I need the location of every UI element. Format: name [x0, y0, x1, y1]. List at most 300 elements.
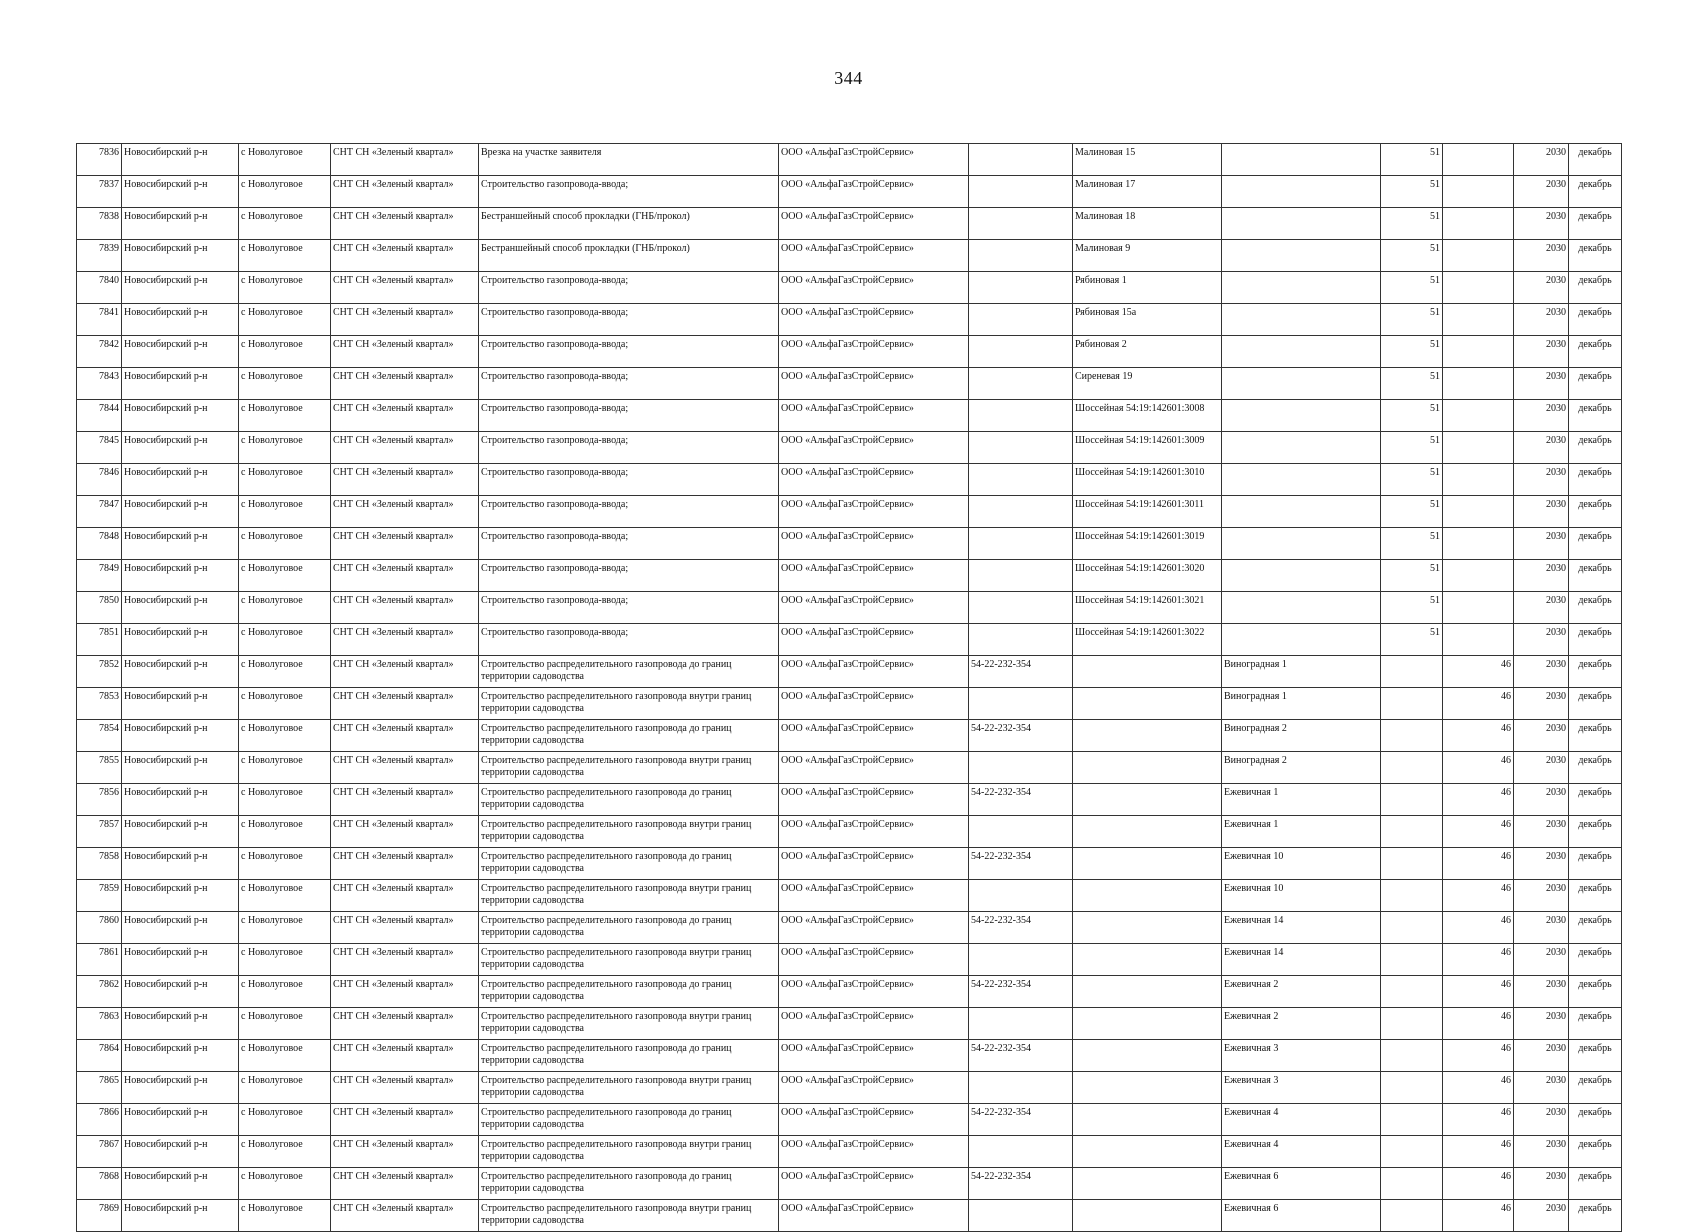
row-number-cell: 7866 — [77, 1104, 122, 1136]
street-address-cell — [1222, 528, 1381, 560]
district-cell: Новосибирский р-н — [122, 144, 239, 176]
district-cell: Новосибирский р-н — [122, 560, 239, 592]
contractor-cell: ООО «АльфаГазСтройСервис» — [779, 1008, 969, 1040]
partnership-cell: СНТ СН «Зеленый квартал» — [331, 176, 479, 208]
diameter-cell: 46 — [1443, 976, 1514, 1008]
year-cell: 2030 — [1514, 1040, 1569, 1072]
plot-address-cell — [1073, 656, 1222, 688]
month-cell: декабрь — [1569, 560, 1622, 592]
contractor-cell: ООО «АльфаГазСтройСервис» — [779, 304, 969, 336]
district-cell: Новосибирский р-н — [122, 176, 239, 208]
page-number: 344 — [834, 68, 863, 88]
settlement-cell: с Новолуговое — [239, 560, 331, 592]
district-cell: Новосибирский р-н — [122, 720, 239, 752]
table-row — [77, 624, 1622, 656]
settlement-cell: с Новолуговое — [239, 720, 331, 752]
contractor-cell: ООО «АльфаГазСтройСервис» — [779, 176, 969, 208]
settlement-cell: с Новолуговое — [239, 272, 331, 304]
year-cell: 2030 — [1514, 624, 1569, 656]
street-address-cell — [1222, 368, 1381, 400]
plot-address-cell — [1073, 1040, 1222, 1072]
district-cell: Новосибирский р-н — [122, 496, 239, 528]
year-cell: 2030 — [1514, 240, 1569, 272]
street-address-cell — [1222, 400, 1381, 432]
length-cell — [1381, 656, 1443, 688]
table-row — [77, 688, 1622, 720]
settlement-cell: с Новолуговое — [239, 368, 331, 400]
year-cell: 2030 — [1514, 880, 1569, 912]
street-address-cell — [1222, 208, 1381, 240]
length-cell: 51 — [1381, 400, 1443, 432]
year-cell: 2030 — [1514, 432, 1569, 464]
work-description-cell: Строительство распределительного газопровода внутри границ территории садоводства — [479, 944, 779, 976]
project-code-cell — [969, 400, 1073, 432]
year-cell: 2030 — [1514, 656, 1569, 688]
length-cell — [1381, 1136, 1443, 1168]
plot-address-cell — [1073, 688, 1222, 720]
diameter-cell — [1443, 368, 1514, 400]
partnership-cell: СНТ СН «Зеленый квартал» — [331, 1072, 479, 1104]
table-row — [77, 720, 1622, 752]
district-cell: Новосибирский р-н — [122, 1072, 239, 1104]
project-code-cell: 54-22-232-354 — [969, 1168, 1073, 1200]
table-row — [77, 304, 1622, 336]
street-address-cell: Ежевичная 10 — [1222, 848, 1381, 880]
gasification-register-table — [76, 143, 1622, 1232]
street-address-cell: Виноградная 2 — [1222, 720, 1381, 752]
row-number-cell: 7846 — [77, 464, 122, 496]
row-number-cell: 7864 — [77, 1040, 122, 1072]
length-cell: 51 — [1381, 336, 1443, 368]
plot-address-cell — [1073, 1072, 1222, 1104]
project-code-cell — [969, 592, 1073, 624]
partnership-cell: СНТ СН «Зеленый квартал» — [331, 752, 479, 784]
table-row — [77, 1200, 1622, 1232]
settlement-cell: с Новолуговое — [239, 464, 331, 496]
month-cell: декабрь — [1569, 816, 1622, 848]
length-cell: 51 — [1381, 240, 1443, 272]
diameter-cell — [1443, 496, 1514, 528]
project-code-cell: 54-22-232-354 — [969, 784, 1073, 816]
month-cell: декабрь — [1569, 1008, 1622, 1040]
work-description-cell: Строительство газопровода-ввода; — [479, 368, 779, 400]
work-description-cell: Строительство распределительного газопровода внутри границ территории садоводства — [479, 1136, 779, 1168]
partnership-cell: СНТ СН «Зеленый квартал» — [331, 720, 479, 752]
table-row — [77, 208, 1622, 240]
district-cell: Новосибирский р-н — [122, 336, 239, 368]
row-number-cell: 7853 — [77, 688, 122, 720]
work-description-cell: Строительство газопровода-ввода; — [479, 592, 779, 624]
month-cell: декабрь — [1569, 720, 1622, 752]
settlement-cell: с Новолуговое — [239, 784, 331, 816]
length-cell — [1381, 752, 1443, 784]
contractor-cell: ООО «АльфаГазСтройСервис» — [779, 240, 969, 272]
street-address-cell — [1222, 240, 1381, 272]
diameter-cell: 46 — [1443, 1136, 1514, 1168]
table-row — [77, 1136, 1622, 1168]
project-code-cell — [969, 880, 1073, 912]
diameter-cell: 46 — [1443, 784, 1514, 816]
year-cell: 2030 — [1514, 976, 1569, 1008]
plot-address-cell: Рябиновая 2 — [1073, 336, 1222, 368]
contractor-cell: ООО «АльфаГазСтройСервис» — [779, 752, 969, 784]
contractor-cell: ООО «АльфаГазСтройСервис» — [779, 336, 969, 368]
work-description-cell: Строительство распределительного газопровода до границ территории садоводства — [479, 720, 779, 752]
plot-address-cell: Малиновая 18 — [1073, 208, 1222, 240]
project-code-cell — [969, 272, 1073, 304]
work-description-cell: Строительство распределительного газопровода внутри границ территории садоводства — [479, 1072, 779, 1104]
contractor-cell: ООО «АльфаГазСтройСервис» — [779, 144, 969, 176]
project-code-cell: 54-22-232-354 — [969, 1104, 1073, 1136]
project-code-cell: 54-22-232-354 — [969, 1040, 1073, 1072]
partnership-cell: СНТ СН «Зеленый квартал» — [331, 624, 479, 656]
diameter-cell — [1443, 304, 1514, 336]
contractor-cell: ООО «АльфаГазСтройСервис» — [779, 848, 969, 880]
plot-address-cell — [1073, 1168, 1222, 1200]
settlement-cell: с Новолуговое — [239, 1072, 331, 1104]
table-row — [77, 272, 1622, 304]
work-description-cell: Строительство распределительного газопровода до границ территории садоводства — [479, 784, 779, 816]
street-address-cell — [1222, 176, 1381, 208]
length-cell — [1381, 720, 1443, 752]
contractor-cell: ООО «АльфаГазСтройСервис» — [779, 1168, 969, 1200]
year-cell: 2030 — [1514, 208, 1569, 240]
month-cell: декабрь — [1569, 1104, 1622, 1136]
settlement-cell: с Новолуговое — [239, 1200, 331, 1232]
diameter-cell: 46 — [1443, 912, 1514, 944]
partnership-cell: СНТ СН «Зеленый квартал» — [331, 688, 479, 720]
project-code-cell — [969, 624, 1073, 656]
plot-address-cell — [1073, 752, 1222, 784]
length-cell — [1381, 1008, 1443, 1040]
settlement-cell: с Новолуговое — [239, 240, 331, 272]
work-description-cell: Строительство газопровода-ввода; — [479, 304, 779, 336]
street-address-cell — [1222, 272, 1381, 304]
plot-address-cell — [1073, 1136, 1222, 1168]
district-cell: Новосибирский р-н — [122, 944, 239, 976]
settlement-cell: с Новолуговое — [239, 176, 331, 208]
diameter-cell — [1443, 336, 1514, 368]
table-body — [77, 144, 1622, 1232]
month-cell: декабрь — [1569, 1072, 1622, 1104]
diameter-cell: 46 — [1443, 688, 1514, 720]
plot-address-cell: Шоссейная 54:19:142601:3021 — [1073, 592, 1222, 624]
contractor-cell: ООО «АльфаГазСтройСервис» — [779, 592, 969, 624]
table-row — [77, 976, 1622, 1008]
street-address-cell: Ежевичная 6 — [1222, 1200, 1381, 1232]
partnership-cell: СНТ СН «Зеленый квартал» — [331, 464, 479, 496]
table-row — [77, 1008, 1622, 1040]
plot-address-cell — [1073, 880, 1222, 912]
plot-address-cell — [1073, 816, 1222, 848]
project-code-cell — [969, 368, 1073, 400]
settlement-cell: с Новолуговое — [239, 144, 331, 176]
month-cell: декабрь — [1569, 752, 1622, 784]
district-cell: Новосибирский р-н — [122, 1104, 239, 1136]
street-address-cell — [1222, 592, 1381, 624]
settlement-cell: с Новолуговое — [239, 752, 331, 784]
contractor-cell: ООО «АльфаГазСтройСервис» — [779, 784, 969, 816]
partnership-cell: СНТ СН «Зеленый квартал» — [331, 528, 479, 560]
project-code-cell — [969, 528, 1073, 560]
district-cell: Новосибирский р-н — [122, 976, 239, 1008]
contractor-cell: ООО «АльфаГазСтройСервис» — [779, 624, 969, 656]
district-cell: Новосибирский р-н — [122, 1136, 239, 1168]
district-cell: Новосибирский р-н — [122, 368, 239, 400]
month-cell: декабрь — [1569, 656, 1622, 688]
row-number-cell: 7860 — [77, 912, 122, 944]
plot-address-cell: Шоссейная 54:19:142601:3011 — [1073, 496, 1222, 528]
plot-address-cell: Шоссейная 54:19:142601:3022 — [1073, 624, 1222, 656]
partnership-cell: СНТ СН «Зеленый квартал» — [331, 1200, 479, 1232]
plot-address-cell — [1073, 848, 1222, 880]
row-number-cell: 7851 — [77, 624, 122, 656]
plot-address-cell: Шоссейная 54:19:142601:3020 — [1073, 560, 1222, 592]
partnership-cell: СНТ СН «Зеленый квартал» — [331, 592, 479, 624]
partnership-cell: СНТ СН «Зеленый квартал» — [331, 1104, 479, 1136]
month-cell: декабрь — [1569, 432, 1622, 464]
project-code-cell — [969, 464, 1073, 496]
settlement-cell: с Новолуговое — [239, 1104, 331, 1136]
street-address-cell: Ежевичная 6 — [1222, 1168, 1381, 1200]
year-cell: 2030 — [1514, 912, 1569, 944]
year-cell: 2030 — [1514, 816, 1569, 848]
row-number-cell: 7849 — [77, 560, 122, 592]
settlement-cell: с Новолуговое — [239, 1040, 331, 1072]
length-cell: 51 — [1381, 464, 1443, 496]
diameter-cell: 46 — [1443, 1072, 1514, 1104]
diameter-cell: 46 — [1443, 816, 1514, 848]
length-cell — [1381, 1200, 1443, 1232]
contractor-cell: ООО «АльфаГазСтройСервис» — [779, 1040, 969, 1072]
project-code-cell — [969, 240, 1073, 272]
district-cell: Новосибирский р-н — [122, 464, 239, 496]
contractor-cell: ООО «АльфаГазСтройСервис» — [779, 1072, 969, 1104]
project-code-cell — [969, 816, 1073, 848]
project-code-cell — [969, 176, 1073, 208]
month-cell: декабрь — [1569, 1200, 1622, 1232]
diameter-cell: 46 — [1443, 656, 1514, 688]
settlement-cell: с Новолуговое — [239, 976, 331, 1008]
contractor-cell: ООО «АльфаГазСтройСервис» — [779, 880, 969, 912]
project-code-cell: 54-22-232-354 — [969, 656, 1073, 688]
month-cell: декабрь — [1569, 624, 1622, 656]
project-code-cell — [969, 1072, 1073, 1104]
contractor-cell: ООО «АльфаГазСтройСервис» — [779, 688, 969, 720]
table-row — [77, 880, 1622, 912]
street-address-cell: Ежевичная 4 — [1222, 1136, 1381, 1168]
district-cell: Новосибирский р-н — [122, 688, 239, 720]
partnership-cell: СНТ СН «Зеленый квартал» — [331, 880, 479, 912]
street-address-cell: Виноградная 1 — [1222, 656, 1381, 688]
month-cell: декабрь — [1569, 496, 1622, 528]
settlement-cell: с Новолуговое — [239, 656, 331, 688]
length-cell: 51 — [1381, 560, 1443, 592]
work-description-cell: Строительство распределительного газопровода до границ территории садоводства — [479, 976, 779, 1008]
settlement-cell: с Новолуговое — [239, 944, 331, 976]
plot-address-cell — [1073, 1104, 1222, 1136]
month-cell: декабрь — [1569, 272, 1622, 304]
year-cell: 2030 — [1514, 304, 1569, 336]
district-cell: Новосибирский р-н — [122, 848, 239, 880]
work-description-cell: Строительство распределительного газопровода до границ территории садоводства — [479, 1040, 779, 1072]
district-cell: Новосибирский р-н — [122, 1040, 239, 1072]
work-description-cell: Строительство распределительного газопровода до границ территории садоводства — [479, 912, 779, 944]
row-number-cell: 7847 — [77, 496, 122, 528]
length-cell: 51 — [1381, 528, 1443, 560]
length-cell: 51 — [1381, 272, 1443, 304]
month-cell: декабрь — [1569, 304, 1622, 336]
settlement-cell: с Новолуговое — [239, 1168, 331, 1200]
row-number-cell: 7859 — [77, 880, 122, 912]
district-cell: Новосибирский р-н — [122, 1008, 239, 1040]
contractor-cell: ООО «АльфаГазСтройСервис» — [779, 208, 969, 240]
diameter-cell: 46 — [1443, 1200, 1514, 1232]
year-cell: 2030 — [1514, 528, 1569, 560]
length-cell: 51 — [1381, 592, 1443, 624]
project-code-cell — [969, 752, 1073, 784]
partnership-cell: СНТ СН «Зеленый квартал» — [331, 432, 479, 464]
work-description-cell: Строительство газопровода-ввода; — [479, 496, 779, 528]
street-address-cell: Виноградная 2 — [1222, 752, 1381, 784]
diameter-cell — [1443, 272, 1514, 304]
row-number-cell: 7854 — [77, 720, 122, 752]
length-cell — [1381, 816, 1443, 848]
month-cell: декабрь — [1569, 1168, 1622, 1200]
diameter-cell: 46 — [1443, 1040, 1514, 1072]
diameter-cell — [1443, 240, 1514, 272]
contractor-cell: ООО «АльфаГазСтройСервис» — [779, 432, 969, 464]
table-row — [77, 368, 1622, 400]
diameter-cell — [1443, 624, 1514, 656]
row-number-cell: 7858 — [77, 848, 122, 880]
plot-address-cell: Шоссейная 54:19:142601:3010 — [1073, 464, 1222, 496]
year-cell: 2030 — [1514, 1104, 1569, 1136]
row-number-cell: 7844 — [77, 400, 122, 432]
diameter-cell: 46 — [1443, 1008, 1514, 1040]
table-row — [77, 944, 1622, 976]
year-cell: 2030 — [1514, 1008, 1569, 1040]
partnership-cell: СНТ СН «Зеленый квартал» — [331, 240, 479, 272]
length-cell: 51 — [1381, 432, 1443, 464]
table-row — [77, 848, 1622, 880]
year-cell: 2030 — [1514, 688, 1569, 720]
table-row — [77, 464, 1622, 496]
plot-address-cell: Шоссейная 54:19:142601:3019 — [1073, 528, 1222, 560]
settlement-cell: с Новолуговое — [239, 1136, 331, 1168]
month-cell: декабрь — [1569, 240, 1622, 272]
contractor-cell: ООО «АльфаГазСтройСервис» — [779, 1200, 969, 1232]
plot-address-cell — [1073, 1008, 1222, 1040]
year-cell: 2030 — [1514, 1136, 1569, 1168]
row-number-cell: 7845 — [77, 432, 122, 464]
settlement-cell: с Новолуговое — [239, 400, 331, 432]
contractor-cell: ООО «АльфаГазСтройСервис» — [779, 496, 969, 528]
row-number-cell: 7869 — [77, 1200, 122, 1232]
settlement-cell: с Новолуговое — [239, 528, 331, 560]
district-cell: Новосибирский р-н — [122, 880, 239, 912]
length-cell — [1381, 944, 1443, 976]
month-cell: декабрь — [1569, 688, 1622, 720]
partnership-cell: СНТ СН «Зеленый квартал» — [331, 1040, 479, 1072]
row-number-cell: 7867 — [77, 1136, 122, 1168]
length-cell — [1381, 1040, 1443, 1072]
work-description-cell: Врезка на участке заявителя — [479, 144, 779, 176]
plot-address-cell: Малиновая 17 — [1073, 176, 1222, 208]
work-description-cell: Строительство распределительного газопровода до границ территории садоводства — [479, 656, 779, 688]
district-cell: Новосибирский р-н — [122, 656, 239, 688]
length-cell — [1381, 784, 1443, 816]
row-number-cell: 7850 — [77, 592, 122, 624]
row-number-cell: 7840 — [77, 272, 122, 304]
district-cell: Новосибирский р-н — [122, 208, 239, 240]
year-cell: 2030 — [1514, 1168, 1569, 1200]
table-row — [77, 784, 1622, 816]
district-cell: Новосибирский р-н — [122, 624, 239, 656]
plot-address-cell: Шоссейная 54:19:142601:3008 — [1073, 400, 1222, 432]
table-row — [77, 176, 1622, 208]
district-cell: Новосибирский р-н — [122, 432, 239, 464]
diameter-cell: 46 — [1443, 752, 1514, 784]
contractor-cell: ООО «АльфаГазСтройСервис» — [779, 464, 969, 496]
district-cell: Новосибирский р-н — [122, 752, 239, 784]
plot-address-cell — [1073, 1200, 1222, 1232]
year-cell: 2030 — [1514, 368, 1569, 400]
table-row — [77, 336, 1622, 368]
street-address-cell — [1222, 560, 1381, 592]
diameter-cell — [1443, 400, 1514, 432]
year-cell: 2030 — [1514, 592, 1569, 624]
diameter-cell — [1443, 464, 1514, 496]
district-cell: Новосибирский р-н — [122, 272, 239, 304]
settlement-cell: с Новолуговое — [239, 880, 331, 912]
partnership-cell: СНТ СН «Зеленый квартал» — [331, 848, 479, 880]
row-number-cell: 7857 — [77, 816, 122, 848]
work-description-cell: Строительство распределительного газопровода до границ территории садоводства — [479, 848, 779, 880]
table-row — [77, 1104, 1622, 1136]
settlement-cell: с Новолуговое — [239, 304, 331, 336]
row-number-cell: 7855 — [77, 752, 122, 784]
diameter-cell — [1443, 432, 1514, 464]
month-cell: декабрь — [1569, 464, 1622, 496]
street-address-cell — [1222, 464, 1381, 496]
year-cell: 2030 — [1514, 496, 1569, 528]
month-cell: декабрь — [1569, 944, 1622, 976]
row-number-cell: 7852 — [77, 656, 122, 688]
diameter-cell: 46 — [1443, 720, 1514, 752]
contractor-cell: ООО «АльфаГазСтройСервис» — [779, 400, 969, 432]
work-description-cell: Строительство распределительного газопровода внутри границ территории садоводства — [479, 1200, 779, 1232]
street-address-cell: Ежевичная 2 — [1222, 1008, 1381, 1040]
partnership-cell: СНТ СН «Зеленый квартал» — [331, 784, 479, 816]
plot-address-cell — [1073, 784, 1222, 816]
settlement-cell: с Новолуговое — [239, 624, 331, 656]
month-cell: декабрь — [1569, 1136, 1622, 1168]
district-cell: Новосибирский р-н — [122, 912, 239, 944]
work-description-cell: Строительство газопровода-ввода; — [479, 272, 779, 304]
project-code-cell: 54-22-232-354 — [969, 976, 1073, 1008]
contractor-cell: ООО «АльфаГазСтройСервис» — [779, 912, 969, 944]
plot-address-cell — [1073, 976, 1222, 1008]
year-cell: 2030 — [1514, 144, 1569, 176]
length-cell: 51 — [1381, 144, 1443, 176]
row-number-cell: 7836 — [77, 144, 122, 176]
table-row — [77, 528, 1622, 560]
year-cell: 2030 — [1514, 464, 1569, 496]
street-address-cell: Ежевичная 3 — [1222, 1072, 1381, 1104]
partnership-cell: СНТ СН «Зеленый квартал» — [331, 496, 479, 528]
row-number-cell: 7842 — [77, 336, 122, 368]
